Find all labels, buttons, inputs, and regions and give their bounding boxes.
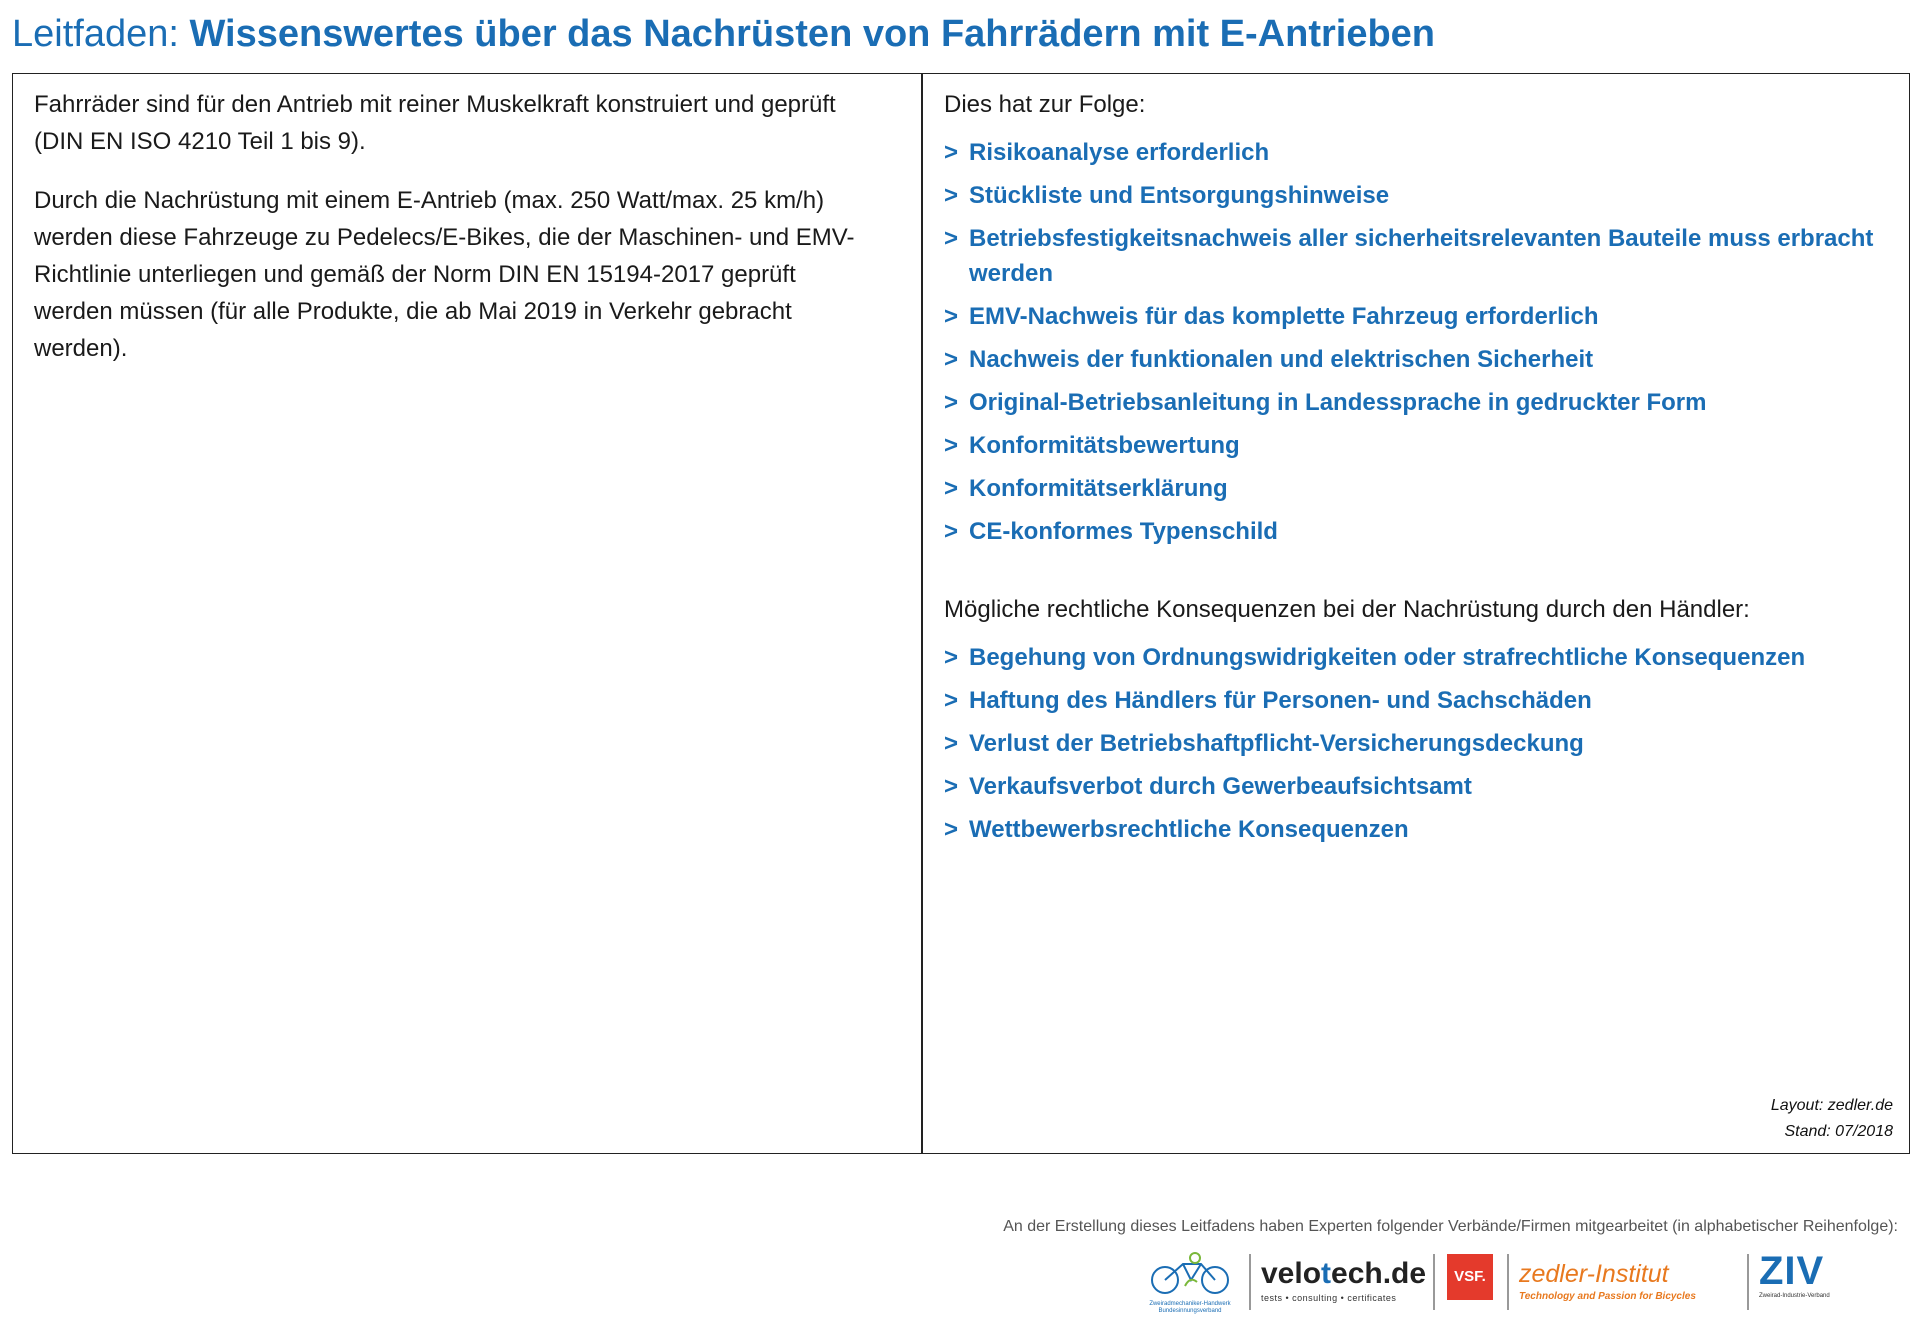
chevron-right-icon: > [944, 225, 959, 252]
ziv-logo [1759, 1250, 1879, 1314]
revision-date: Stand: 07/2018 [1784, 1123, 1893, 1140]
list-item [944, 428, 1884, 463]
list-item-text: EMV-Nachweis für das komplette Fahrzeug erforderlich [969, 303, 1599, 330]
list-item-text: Nachweis der funktionalen und elektrischen Sicherheit [969, 346, 1594, 373]
zedler-logo [1519, 1250, 1729, 1314]
list-item [944, 514, 1884, 549]
list-item-text: Verkaufsverbot durch Gewerbeaufsichtsamt [969, 773, 1472, 800]
ziv-wordmark: ZIV [1759, 1249, 1825, 1293]
logo-divider [1747, 1254, 1749, 1310]
chevron-right-icon: > [944, 644, 959, 671]
legal-intro: Mögliche rechtliche Konsequenzen bei der Nachrüstung durch den Händler: [944, 596, 1750, 623]
chevron-right-icon: > [944, 182, 959, 209]
bicycle-icon [1135, 1250, 1245, 1296]
list-item-text: Konformitätsbewertung [969, 432, 1240, 459]
list-item-text: Wettbewerbsrechtliche Konsequenzen [969, 816, 1409, 843]
chevron-right-icon: > [944, 346, 959, 373]
logo-divider [1433, 1254, 1435, 1310]
list-item [944, 221, 1884, 291]
contributors-note: An der Erstellung dieses Leitfadens haben Experten folgender Verbände/Firmen mitgearbeitet (in alphabetischer Reihenfolge): [1003, 1218, 1898, 1235]
chevron-right-icon: > [944, 730, 959, 757]
list-item [944, 385, 1884, 420]
zweirad-sub: Bundesinnungsverband [1158, 1308, 1222, 1314]
ziv-tagline: Zweirad-Industrie-Verband [1759, 1293, 1830, 1299]
list-item-text: Risikoanalyse erforderlich [969, 139, 1270, 166]
page-title [12, 8, 1435, 60]
list-item-text: Haftung des Händlers für Personen- und Sachschäden [969, 687, 1592, 714]
list-item-text: Konformitätserklärung [969, 475, 1228, 502]
layout-credit: Layout: zedler.de [1770, 1097, 1893, 1114]
list-item-text: Stückliste und Entsorgungshinweise [969, 182, 1390, 209]
list-item [944, 726, 1884, 761]
velotech-tagline: tests • consulting • certificates [1261, 1293, 1397, 1303]
column-divider [921, 74, 923, 1153]
velotech-logo [1261, 1250, 1427, 1314]
content-frame [12, 73, 1910, 1154]
list-item [944, 812, 1884, 847]
zedler-tagline: Technology and Passion for Bicycles [1519, 1291, 1696, 1302]
list-item [944, 683, 1884, 718]
chevron-right-icon: > [944, 303, 959, 330]
title-main: Wissenswertes über das Nachrüsten von Fahrrädern mit E-Antrieben [189, 13, 1436, 55]
right-column [944, 86, 1884, 855]
intro-paragraph: Fahrräder sind für den Antrieb mit reiner Muskelkraft konstruiert und geprüft (DIN EN ISO 4210 Teil 1 bis 9). [34, 91, 836, 155]
partner-logos [1135, 1250, 1905, 1314]
list-item-text: CE-konformes Typenschild [969, 518, 1278, 545]
list-item [944, 640, 1884, 675]
list-item [944, 342, 1884, 377]
zweirad-name: Zweiradmechaniker-Handwerk [1149, 1301, 1231, 1307]
vsf-logo [1447, 1250, 1507, 1314]
chevron-right-icon: > [944, 432, 959, 459]
chevron-right-icon: > [944, 773, 959, 800]
chevron-right-icon: > [944, 518, 959, 545]
legal-consequences-list [944, 640, 1884, 847]
title-prefix: Leitfaden: [12, 13, 179, 55]
velotech-wordmark: velotech.de [1261, 1257, 1427, 1290]
list-item-text: Original-Betriebsanleitung in Landessprache in gedruckter Form [969, 389, 1707, 416]
logo-divider [1249, 1254, 1251, 1310]
vsf-wordmark: VSF. [1447, 1254, 1493, 1300]
chevron-right-icon: > [944, 389, 959, 416]
list-item [944, 471, 1884, 506]
zedler-wordmark: zedler-Institut [1519, 1260, 1669, 1288]
chevron-right-icon: > [944, 139, 959, 166]
zweirad-logo [1135, 1250, 1245, 1314]
list-item-text: Verlust der Betriebshaftpflicht-Versicherungsdeckung [969, 730, 1584, 757]
list-item-text: Begehung von Ordnungswidrigkeiten oder strafrechtliche Konsequenzen [969, 644, 1806, 671]
left-column [34, 86, 864, 389]
list-item [944, 299, 1884, 334]
list-item-text: Betriebsfestigkeitsnachweis aller sicherheitsrelevanten Bauteile muss erbracht werden [969, 225, 1874, 287]
chevron-right-icon: > [944, 687, 959, 714]
layout-credit-block [1771, 1093, 1893, 1145]
list-item [944, 135, 1884, 170]
list-item [944, 769, 1884, 804]
consequences-intro: Dies hat zur Folge: [944, 91, 1146, 118]
chevron-right-icon: > [944, 475, 959, 502]
chevron-right-icon: > [944, 816, 959, 843]
list-item [944, 178, 1884, 213]
logo-divider [1507, 1254, 1509, 1310]
retrofit-paragraph: Durch die Nachrüstung mit einem E-Antrieb (max. 250 Watt/max. 25 km/h) werden diese Fahrzeuge zu Pedelecs/E-Bikes, die der Maschinen- und EMV-Richtlinie unterliegen und gemäß der Norm DIN EN 15194-2017 geprüft werden müssen (für alle Produkte, die ab Mai 2019 in Verkehr gebracht werden). [34, 187, 855, 362]
consequences-list [944, 135, 1884, 549]
